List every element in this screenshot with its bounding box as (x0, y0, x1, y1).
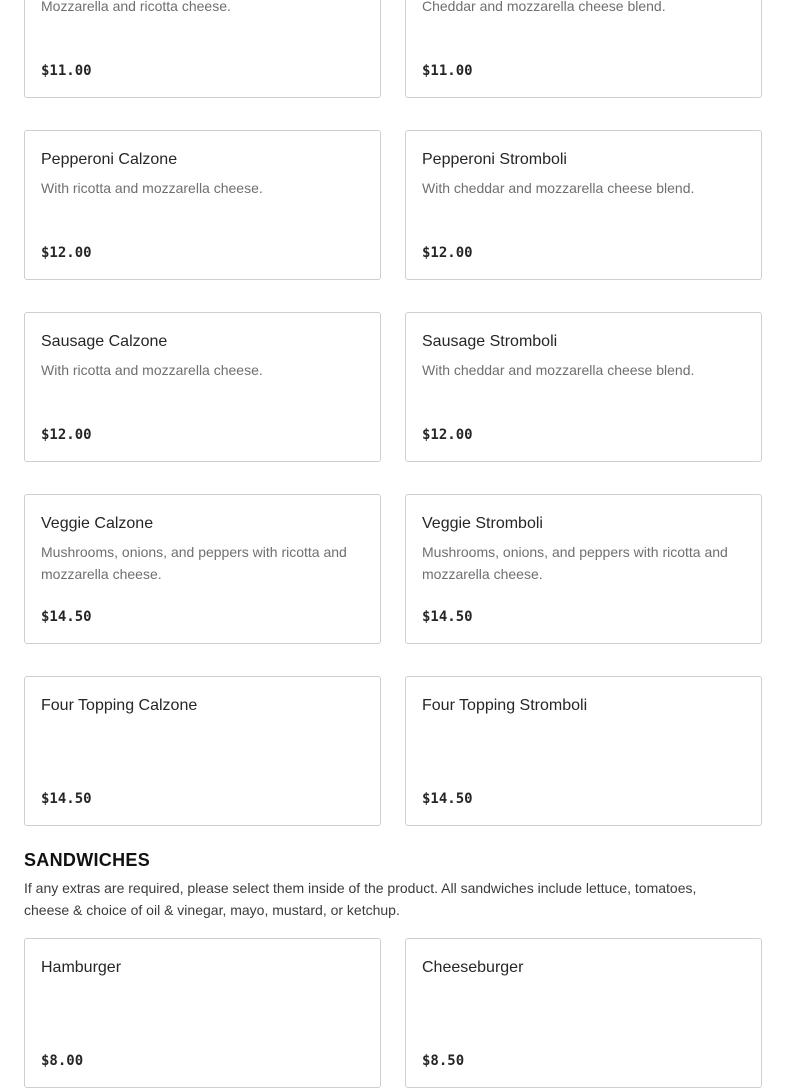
item-name: Veggie Stromboli (422, 515, 543, 532)
section-title: SANDWICHES (24, 850, 151, 870)
item-description: Cheddar and mozzarella cheese blend. (422, 0, 666, 14)
item-price: $11.00 (41, 63, 92, 79)
item-description: With cheddar and mozzarella cheese blend. (422, 180, 695, 196)
menu-item-card[interactable] (405, 0, 762, 98)
item-description: Mushrooms, onions, and peppers with ricotta and mozzarella cheese. (41, 544, 347, 582)
menu-item-card[interactable] (24, 676, 381, 826)
item-price: $11.00 (422, 63, 473, 79)
menu-grid-row (24, 676, 761, 826)
menu-item-card[interactable] (405, 130, 762, 280)
item-price: $14.50 (41, 791, 92, 807)
item-name: Pepperoni Stromboli (422, 151, 567, 168)
item-price: $12.00 (422, 427, 473, 443)
menu-grid-row (24, 938, 761, 1088)
item-description: Mozzarella and ricotta cheese. (41, 0, 231, 14)
menu-item-card[interactable] (405, 494, 762, 644)
menu-item-card[interactable] (24, 130, 381, 280)
section-description: If any extras are required, please select them inside of the product. All sandwiches include lettuce, tomatoes, cheese & choice of oil & vinegar, mayo, mustard, or ketchup. (24, 880, 697, 918)
menu-grid-row (24, 312, 761, 462)
menu-item-card[interactable] (24, 938, 381, 1088)
item-description: With ricotta and mozzarella cheese. (41, 362, 263, 378)
menu-grid-row (24, 130, 761, 280)
item-price: $12.00 (422, 245, 473, 261)
item-price: $12.00 (41, 427, 92, 443)
item-price: $14.50 (422, 791, 473, 807)
menu-item-card[interactable] (405, 312, 762, 462)
item-price: $14.50 (422, 609, 473, 625)
menu-item-card[interactable] (405, 676, 762, 826)
item-name: Hamburger (41, 959, 122, 976)
item-description: Mushrooms, onions, and peppers with ricotta and mozzarella cheese. (422, 544, 728, 582)
menu-grid-row (24, 494, 761, 644)
menu-item-card[interactable] (24, 312, 381, 462)
item-name: Cheeseburger (422, 959, 524, 976)
item-price: $8.50 (422, 1053, 465, 1069)
item-name: Sausage Stromboli (422, 333, 558, 350)
item-price: $8.00 (41, 1053, 84, 1069)
item-name: Four Topping Calzone (41, 697, 198, 714)
menu-item-card[interactable] (24, 494, 381, 644)
menu-grid-top (24, 0, 761, 98)
menu-item-card[interactable] (405, 938, 762, 1088)
item-name: Four Topping Stromboli (422, 697, 588, 714)
item-price: $14.50 (41, 609, 92, 625)
item-name: Sausage Calzone (41, 333, 168, 350)
menu-item-card[interactable] (24, 0, 381, 98)
item-description: With cheddar and mozzarella cheese blend. (422, 362, 695, 378)
item-name: Veggie Calzone (41, 515, 154, 532)
item-name: Pepperoni Calzone (41, 151, 178, 168)
item-price: $12.00 (41, 245, 92, 261)
item-description: With ricotta and mozzarella cheese. (41, 180, 263, 196)
